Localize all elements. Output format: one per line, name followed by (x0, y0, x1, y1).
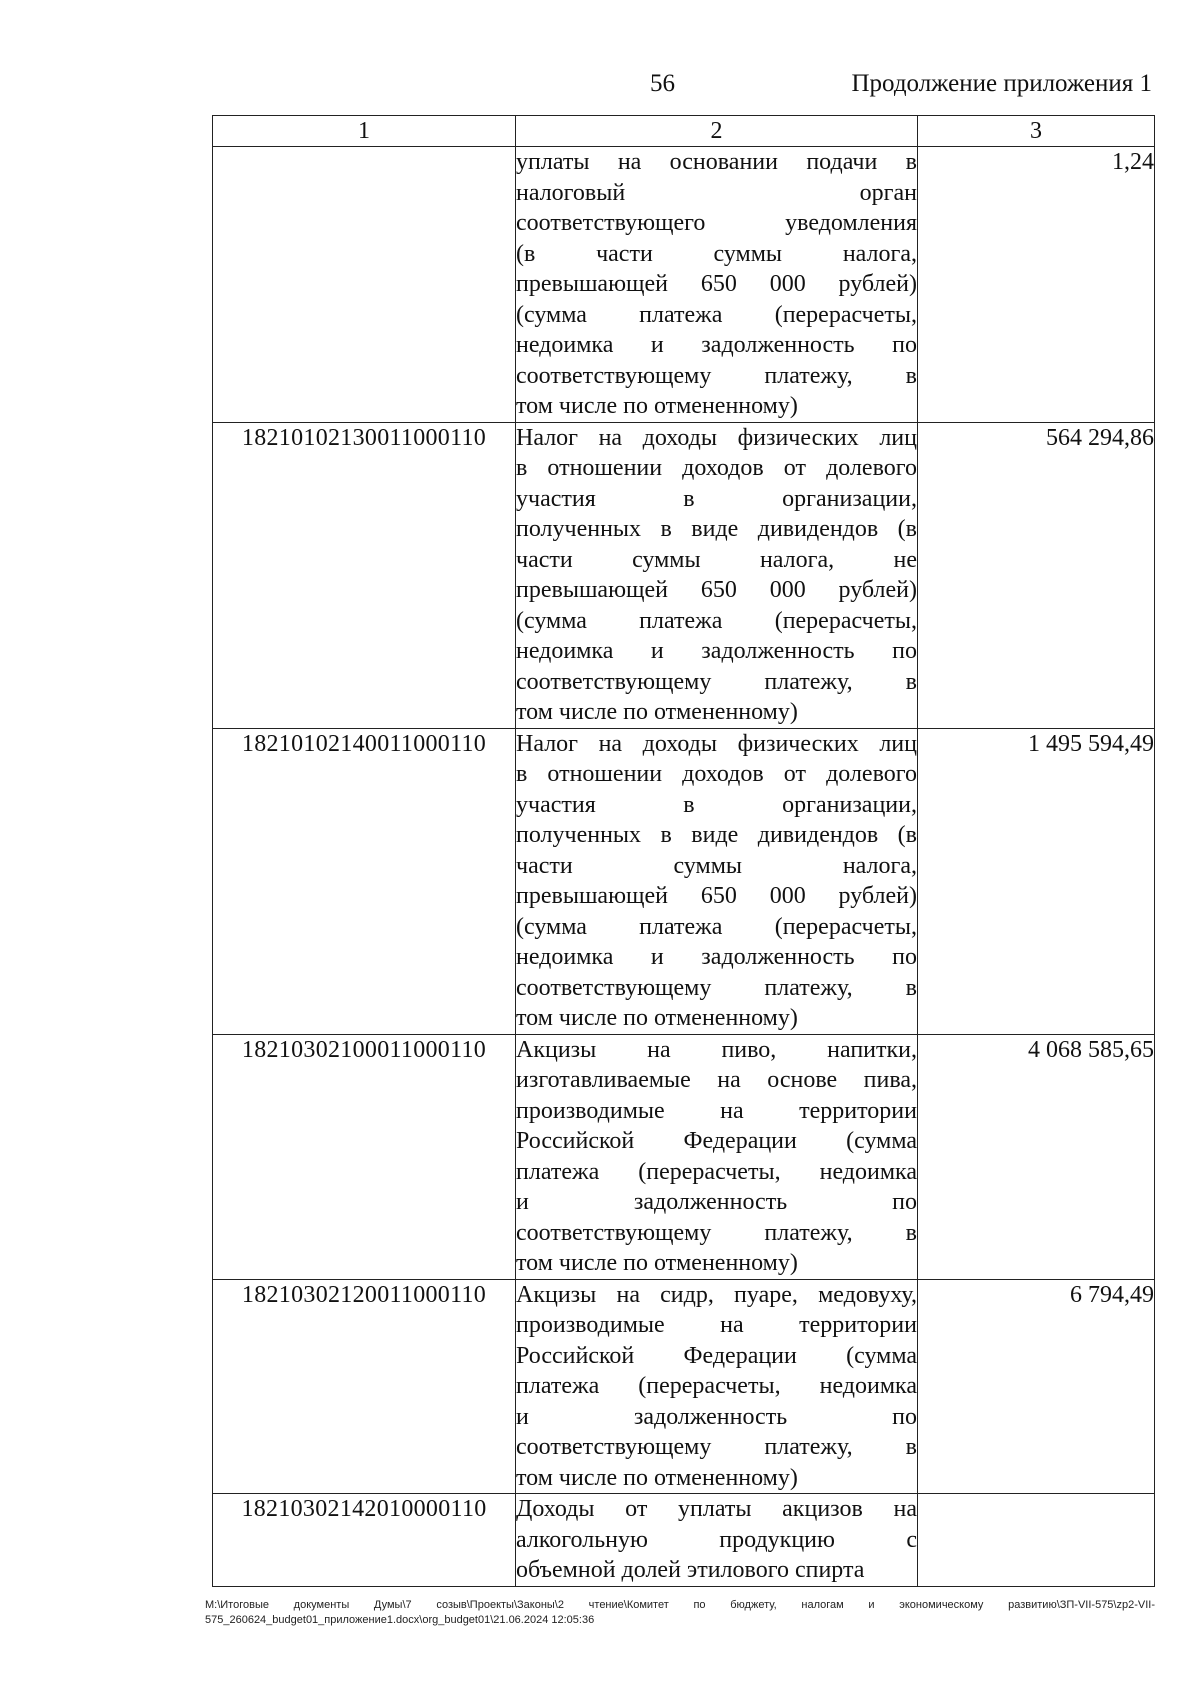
description-cell (516, 728, 918, 1034)
description-line: недоимка и задолженность по (516, 638, 917, 664)
description-line: том числе по отмененному) (516, 699, 798, 725)
description-line: соответствующему платежу, в (516, 668, 917, 695)
budget-code-cell (213, 147, 516, 423)
description-line: платежа (перерасчеты, недоимка (516, 1158, 917, 1185)
description-cell (516, 1034, 918, 1279)
description-line: (сумма платежа (перерасчеты, (516, 607, 917, 634)
description-line: превышающей 650 000 рублей) (516, 883, 917, 909)
description-line: том числе по отмененному) (516, 1464, 798, 1491)
budget-code-cell: 18210302120011000110 (213, 1279, 516, 1494)
table-row (213, 147, 1155, 423)
table-row (213, 1494, 1155, 1587)
file-path-footer: M:\Итоговые документы Думы\7 созыв\Проекты\Законы\2 чтение\Комитет по бюджету, налогам и экономическому развитию\ЗП-VII-575\zp2-VII-575_260624_budget01_приложение1.docx\org_budget01\21.06.2024 12:05:36 (205, 1599, 1155, 1626)
amount-cell: 1 495 594,49 (918, 728, 1155, 1034)
description-line: Налог на доходы физических лиц (516, 424, 917, 451)
table-body (213, 147, 1155, 1587)
description-line: алкогольную продукцию с (516, 1526, 917, 1553)
description-line: превышающей 650 000 рублей) (516, 271, 917, 297)
table-row (213, 1279, 1155, 1494)
amount-cell: 6 794,49 (918, 1279, 1155, 1494)
description-line: и задолженность по (516, 1189, 917, 1215)
description-line: участия в организации, (516, 485, 917, 512)
description-line: (сумма платежа (перерасчеты, (516, 301, 917, 328)
description-line: изготавливаемые на основе пива, (516, 1067, 917, 1093)
description-line: соответствующего уведомления (516, 210, 917, 236)
description-line: Доходы от уплаты акцизов на (516, 1496, 917, 1522)
description-line: производимые на территории (516, 1097, 917, 1124)
description-line: (сумма платежа (перерасчеты, (516, 913, 917, 940)
description-cell (516, 1494, 918, 1587)
description-line: недоимка и задолженность по (516, 332, 917, 358)
column-header-2: 2 (516, 116, 918, 147)
description-cell (516, 422, 918, 728)
table-row (213, 422, 1155, 728)
amount-cell: 1,24 (918, 147, 1155, 423)
amount-cell: 564 294,86 (918, 422, 1155, 728)
description-line: налоговый орган (516, 179, 917, 206)
description-line: Российской Федерации (сумма (516, 1128, 917, 1154)
description-line: участия в организации, (516, 791, 917, 818)
budget-code-cell: 18210302142010000110 (213, 1494, 516, 1587)
description-line: в отношении доходов от долевого (516, 761, 917, 787)
amount-cell (918, 1494, 1155, 1587)
description-line: Российской Федерации (сумма (516, 1342, 917, 1369)
table-header-row (213, 116, 1155, 147)
description-line: (в части суммы налога, (516, 240, 917, 267)
description-line: производимые на территории (516, 1312, 917, 1338)
description-line: в отношении доходов от долевого (516, 455, 917, 481)
description-line: соответствующему платежу, в (516, 362, 917, 389)
description-line: превышающей 650 000 рублей) (516, 577, 917, 603)
description-line: соответствующему платежу, в (516, 974, 917, 1001)
budget-code-cell: 18210102130011000110 (213, 422, 516, 728)
description-line: части суммы налога, не (516, 546, 917, 573)
description-line: полученных в виде дивидендов (в (516, 822, 917, 848)
description-line: и задолженность по (516, 1403, 917, 1430)
description-line: Акцизы на сидр, пуаре, медовуху, (516, 1281, 917, 1308)
description-line: части суммы налога, (516, 852, 917, 879)
description-line: том числе по отмененному) (516, 393, 798, 419)
column-header-1: 1 (213, 116, 516, 147)
budget-table (212, 115, 1155, 1587)
description-cell (516, 147, 918, 423)
budget-code-cell: 18210102140011000110 (213, 728, 516, 1034)
amount-cell: 4 068 585,65 (918, 1034, 1155, 1279)
description-line: соответствующему платежу, в (516, 1219, 917, 1246)
description-line: недоимка и задолженность по (516, 944, 917, 970)
column-header-3: 3 (918, 116, 1155, 147)
description-line: том числе по отмененному) (516, 1250, 798, 1276)
description-line: полученных в виде дивидендов (в (516, 516, 917, 542)
budget-code-cell: 18210302100011000110 (213, 1034, 516, 1279)
appendix-continuation-note: Продолжение приложения 1 (851, 70, 1152, 97)
description-line: том числе по отмененному) (516, 1005, 798, 1031)
page-number: 56 (650, 70, 675, 97)
description-line: соответствующему платежу, в (516, 1434, 917, 1460)
description-line: уплаты на основании подачи в (516, 149, 917, 175)
description-line: платежа (перерасчеты, недоимка (516, 1373, 917, 1399)
table-row (213, 728, 1155, 1034)
description-line: Налог на доходы физических лиц (516, 730, 917, 757)
table-row (213, 1034, 1155, 1279)
description-line: Акцизы на пиво, напитки, (516, 1036, 917, 1063)
description-cell (516, 1279, 918, 1494)
description-line: объемной долей этилового спирта (516, 1557, 865, 1583)
